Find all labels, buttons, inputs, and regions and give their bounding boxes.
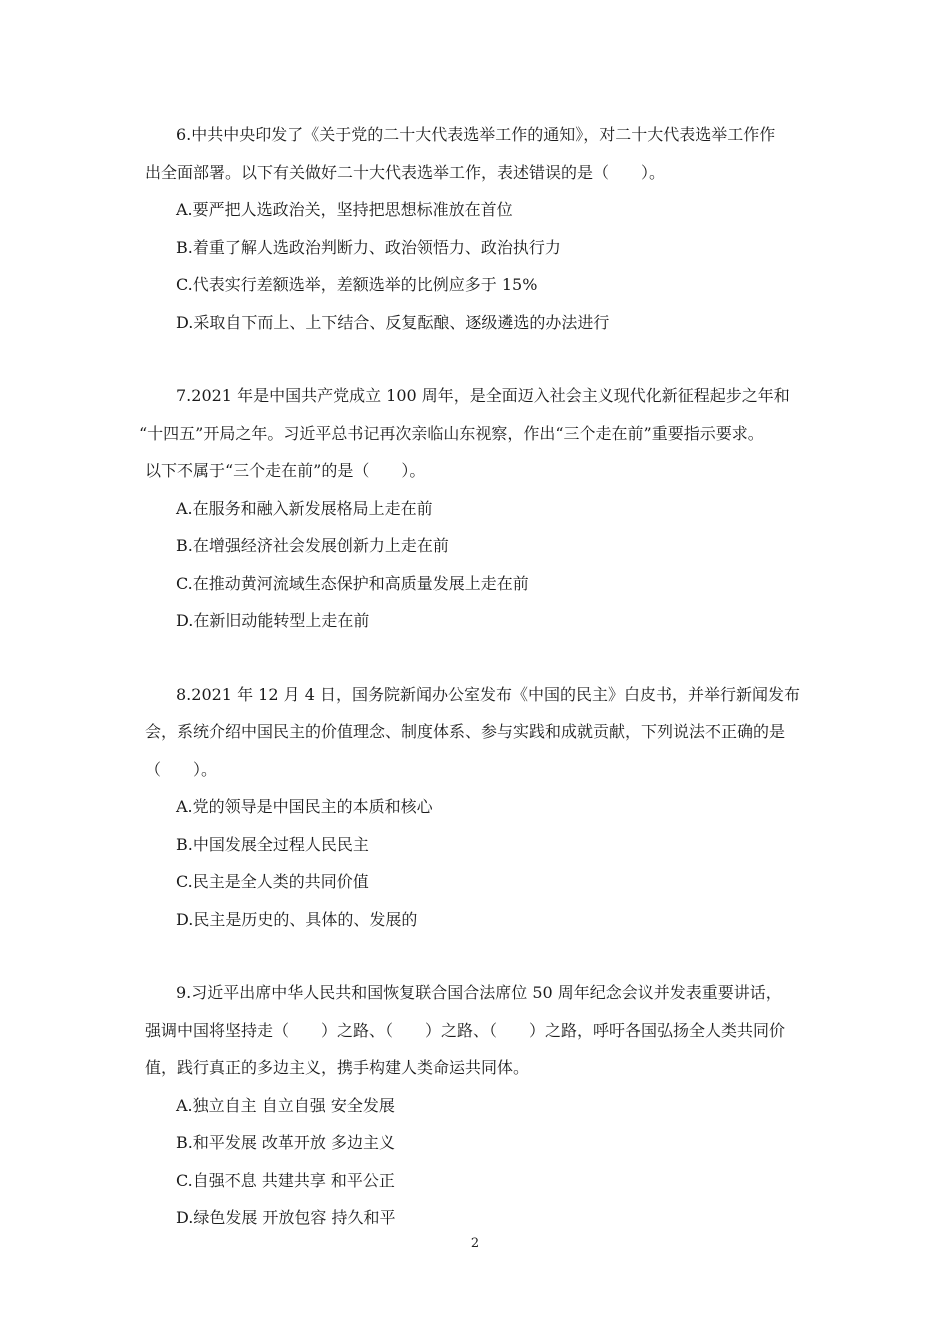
option-a: A.党的领导是中国民主的本质和核心: [176, 797, 433, 816]
option-c: C.民主是全人类的共同价值: [176, 872, 369, 891]
option-b: B.中国发展全过程人民民主: [176, 834, 369, 854]
question-stem-line: 7.2021 年是中国共产党成立 100 周年，是全面迈入社会主义现代化新征程起步之年和: [176, 386, 790, 405]
option-c: C.代表实行差额选举，差额选举的比例应多于 15%: [176, 275, 538, 294]
question-stem-line: 以下不属于“三个走在前”的是（ ）。: [145, 461, 426, 480]
question-stem-line: 9.习近平出席中华人民共和国恢复联合国合法席位 50 周年纪念会议并发表重要讲话，: [176, 983, 782, 1002]
option-a: A.在服务和融入新发展格局上走在前: [176, 498, 433, 518]
option-b: B.和平发展 改革开放 多边主义: [176, 1133, 396, 1152]
option-d: D.采取自下而上、上下结合、反复酝酿、逐级遴选的办法进行: [176, 312, 610, 332]
question-6: [145, 116, 807, 341]
option-b: B.在增强经济社会发展创新力上走在前: [176, 536, 449, 555]
question-stem-line: 值，践行真正的多边主义，携手构建人类命运共同体。: [145, 1058, 530, 1077]
question-stem-line: （ ）。: [145, 759, 218, 779]
question-8: [145, 676, 807, 939]
option-b: B.着重了解人选政治判断力、政治领悟力、政治执行力: [176, 237, 561, 257]
question-stem-line: 会，系统介绍中国民主的价值理念、制度体系、参与实践和成就贡献，下列说法不正确的是: [145, 722, 786, 741]
question-stem-line: 强调中国将坚持走（ ）之路、（ ）之路、（ ）之路，呼吁各国弘扬全人类共同价: [145, 1020, 786, 1040]
question-stem-line: 6.中共中央印发了《关于党的二十大代表选举工作的通知》，对二十大代表选举工作作: [176, 125, 776, 144]
option-d: D.民主是历史的、具体的、发展的: [176, 909, 418, 929]
option-d: D.在新旧动能转型上走在前: [176, 611, 370, 630]
option-c: C.在推动黄河流域生态保护和高质量发展上走在前: [176, 573, 529, 593]
option-c: C.自强不息 共建共享 和平公正: [176, 1170, 395, 1190]
option-a: A.独立自主 自立自强 安全发展: [176, 1095, 395, 1115]
question-stem-line: “十四五”开局之年。习近平总书记再次亲临山东视察，作出“三个走在前”重要指示要求。: [139, 423, 764, 443]
document-page: [139, 116, 807, 1273]
option-a: A.要严把人选政治关，坚持把思想标准放在首位: [176, 200, 513, 219]
option-d: D.绿色发展 开放包容 持久和平: [176, 1208, 396, 1227]
page-number: 2: [470, 1236, 480, 1251]
question-stem-line: 8.2021 年 12 月 4 日，国务院新闻办公室发布《中国的民主》白皮书，并举行新闻发布: [176, 684, 800, 704]
question-7: [139, 377, 807, 640]
question-9: [145, 974, 807, 1237]
question-stem-line: 出全面部署。以下有关做好二十大代表选举工作，表述错误的是（ ）。: [145, 162, 666, 182]
